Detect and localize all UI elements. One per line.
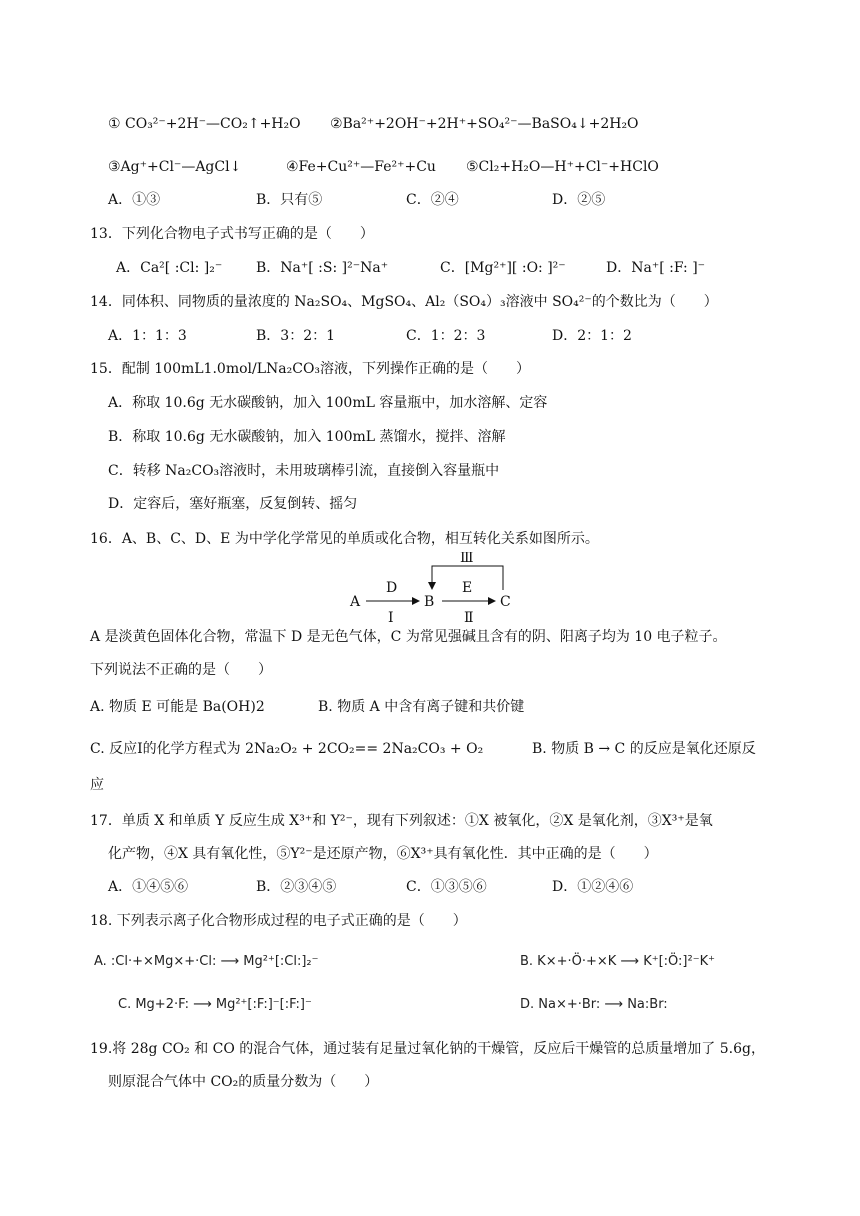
q12-option-c: C．②④	[406, 192, 459, 208]
q17-stem-2: 化产物，④X 具有氧化性，⑤Y²⁻是还原产物，⑥X³⁺具有氧化性．其中正确的是（ ）	[108, 846, 658, 862]
q13-option-b: B．Na⁺[ :S: ]²⁻Na⁺	[256, 260, 389, 276]
diagram-label-ii: Ⅱ	[464, 610, 474, 626]
q15-option-d: D．定容后，塞好瓶塞，反复倒转、摇匀	[108, 496, 358, 512]
arrow-head-c-b	[428, 582, 436, 590]
q12-reaction-2: ②Ba²⁺+2OH⁻+2H⁺+SO₄²⁻—BaSO₄↓+2H₂O	[330, 116, 639, 132]
q17-option-d: D．①②④⑥	[552, 879, 634, 895]
q16-option-d-cont: 应	[90, 777, 104, 793]
q19-stem-2: 则原混合气体中 CO₂的质量分数为（ ）	[108, 1074, 379, 1090]
diagram-label-d: D	[386, 580, 398, 596]
q14-option-a: A．1：1：3	[108, 328, 187, 344]
q16-option-d: B. 物质 B → C 的反应是氧化还原反	[532, 741, 756, 757]
q18-option-b: B. K×+·Ö·+×K ⟶ K⁺[:Ö:]²⁻K⁺	[520, 954, 715, 969]
q17-option-b: B．②③④⑤	[256, 879, 337, 895]
q17-stem-1: 17．单质 X 和单质 Y 反应生成 X³⁺和 Y²⁻，现有下列叙述：①X 被氧化，②X 是氧化剂，③X³⁺是氧	[90, 813, 713, 829]
q14-option-c: C．1：2：3	[406, 328, 486, 344]
q12-reaction-1: ① CO₃²⁻+2H⁻—CO₂↑+H₂O	[108, 116, 301, 132]
q15-stem: 15．配制 100mL1.0mol/LNa₂CO₃溶液，下列操作正确的是（ ）	[90, 361, 531, 377]
diagram-label-i: Ⅰ	[388, 610, 394, 626]
q12-option-b: B．只有⑤	[256, 192, 323, 208]
q12-option-a: A．①③	[108, 192, 161, 208]
diagram-label-iii: Ⅲ	[460, 552, 474, 566]
q12-reaction-3: ③Ag⁺+Cl⁻—AgCl↓	[108, 159, 242, 175]
q16-option-a: A. 物质 E 可能是 Ba(OH)2	[90, 699, 265, 715]
q16-description-2: 下列说法不正确的是（ ）	[90, 662, 272, 678]
arrow-head-a-b	[412, 597, 420, 605]
arrow-head-b-c	[488, 597, 496, 605]
q18-stem: 18. 下列表示离子化合物形成过程的电子式正确的是（ ）	[90, 913, 467, 929]
q18-option-c: C. Mg+2·F: ⟶ Mg²⁺[:F:]⁻[:F:]⁻	[118, 997, 312, 1012]
q13-option-a: A．Ca²[ :Cl: ]₂⁻	[116, 260, 223, 276]
q16-description-1: A 是淡黄色固体化合物，常温下 D 是无色气体，C 为常见强碱且含有的阴、阳离子均为 10 电子粒子。	[90, 629, 727, 645]
q16-option-b: B. 物质 A 中含有离子键和共价键	[318, 699, 525, 715]
q19-stem-1: 19.将 28g CO₂ 和 CO 的混合气体，通过装有足量过氧化钠的干燥管，反应后干燥管的总质量增加了 5.6g，	[90, 1041, 765, 1057]
q16-stem: 16．A、B、C、D、E 为中学化学常见的单质或化合物，相互转化关系如图所示。	[90, 531, 599, 547]
q13-stem: 13．下列化合物电子式书写正确的是（ ）	[90, 226, 374, 242]
q15-option-c: C．转移 Na₂CO₃溶液时，未用玻璃棒引流，直接倒入容量瓶中	[108, 463, 500, 479]
q17-option-a: A．①④⑤⑥	[108, 879, 189, 895]
q12-option-d: D．②⑤	[552, 192, 606, 208]
q17-option-c: C．①③⑤⑥	[406, 879, 487, 895]
q16-conversion-diagram	[340, 552, 530, 632]
q14-stem: 14．同体积、同物质的量浓度的 Na₂SO₄、MgSO₄、Al₂（SO₄）₃溶液中 SO₄²⁻的个数比为（ ）	[90, 294, 718, 310]
q18-option-a: A. :Cl·+×Mg×+·Cl: ⟶ Mg²⁺[:Cl:]₂⁻	[94, 954, 319, 969]
q13-option-d: D．Na⁺[ :F: ]⁻	[606, 260, 706, 276]
q12-reaction-4: ④Fe+Cu²⁺—Fe²⁺+Cu	[286, 159, 436, 175]
q14-option-d: D．2：1：2	[552, 328, 632, 344]
q15-option-a: A．称取 10.6g 无水碳酸钠，加入 100mL 容量瓶中，加水溶解、定容	[108, 395, 548, 411]
q16-option-c: C. 反应Ⅰ的化学方程式为 2Na₂O₂ + 2CO₂== 2Na₂CO₃ + O₂	[90, 741, 484, 757]
diagram-node-b: B	[424, 594, 435, 610]
q13-option-c: C．[Mg²⁺][ :O: ]²⁻	[440, 260, 566, 276]
q15-option-b: B．称取 10.6g 无水碳酸钠，加入 100mL 蒸馏水，搅拌、溶解	[108, 429, 506, 445]
q12-reaction-5: ⑤Cl₂+H₂O—H⁺+Cl⁻+HClO	[466, 159, 659, 175]
q14-option-b: B．3：2：1	[256, 328, 336, 344]
diagram-label-e: E	[462, 580, 473, 596]
diagram-node-a: A	[350, 594, 361, 610]
diagram-node-c: C	[500, 594, 511, 610]
q18-option-d: D. Na×+·Br: ⟶ Na:Br:	[520, 997, 668, 1012]
